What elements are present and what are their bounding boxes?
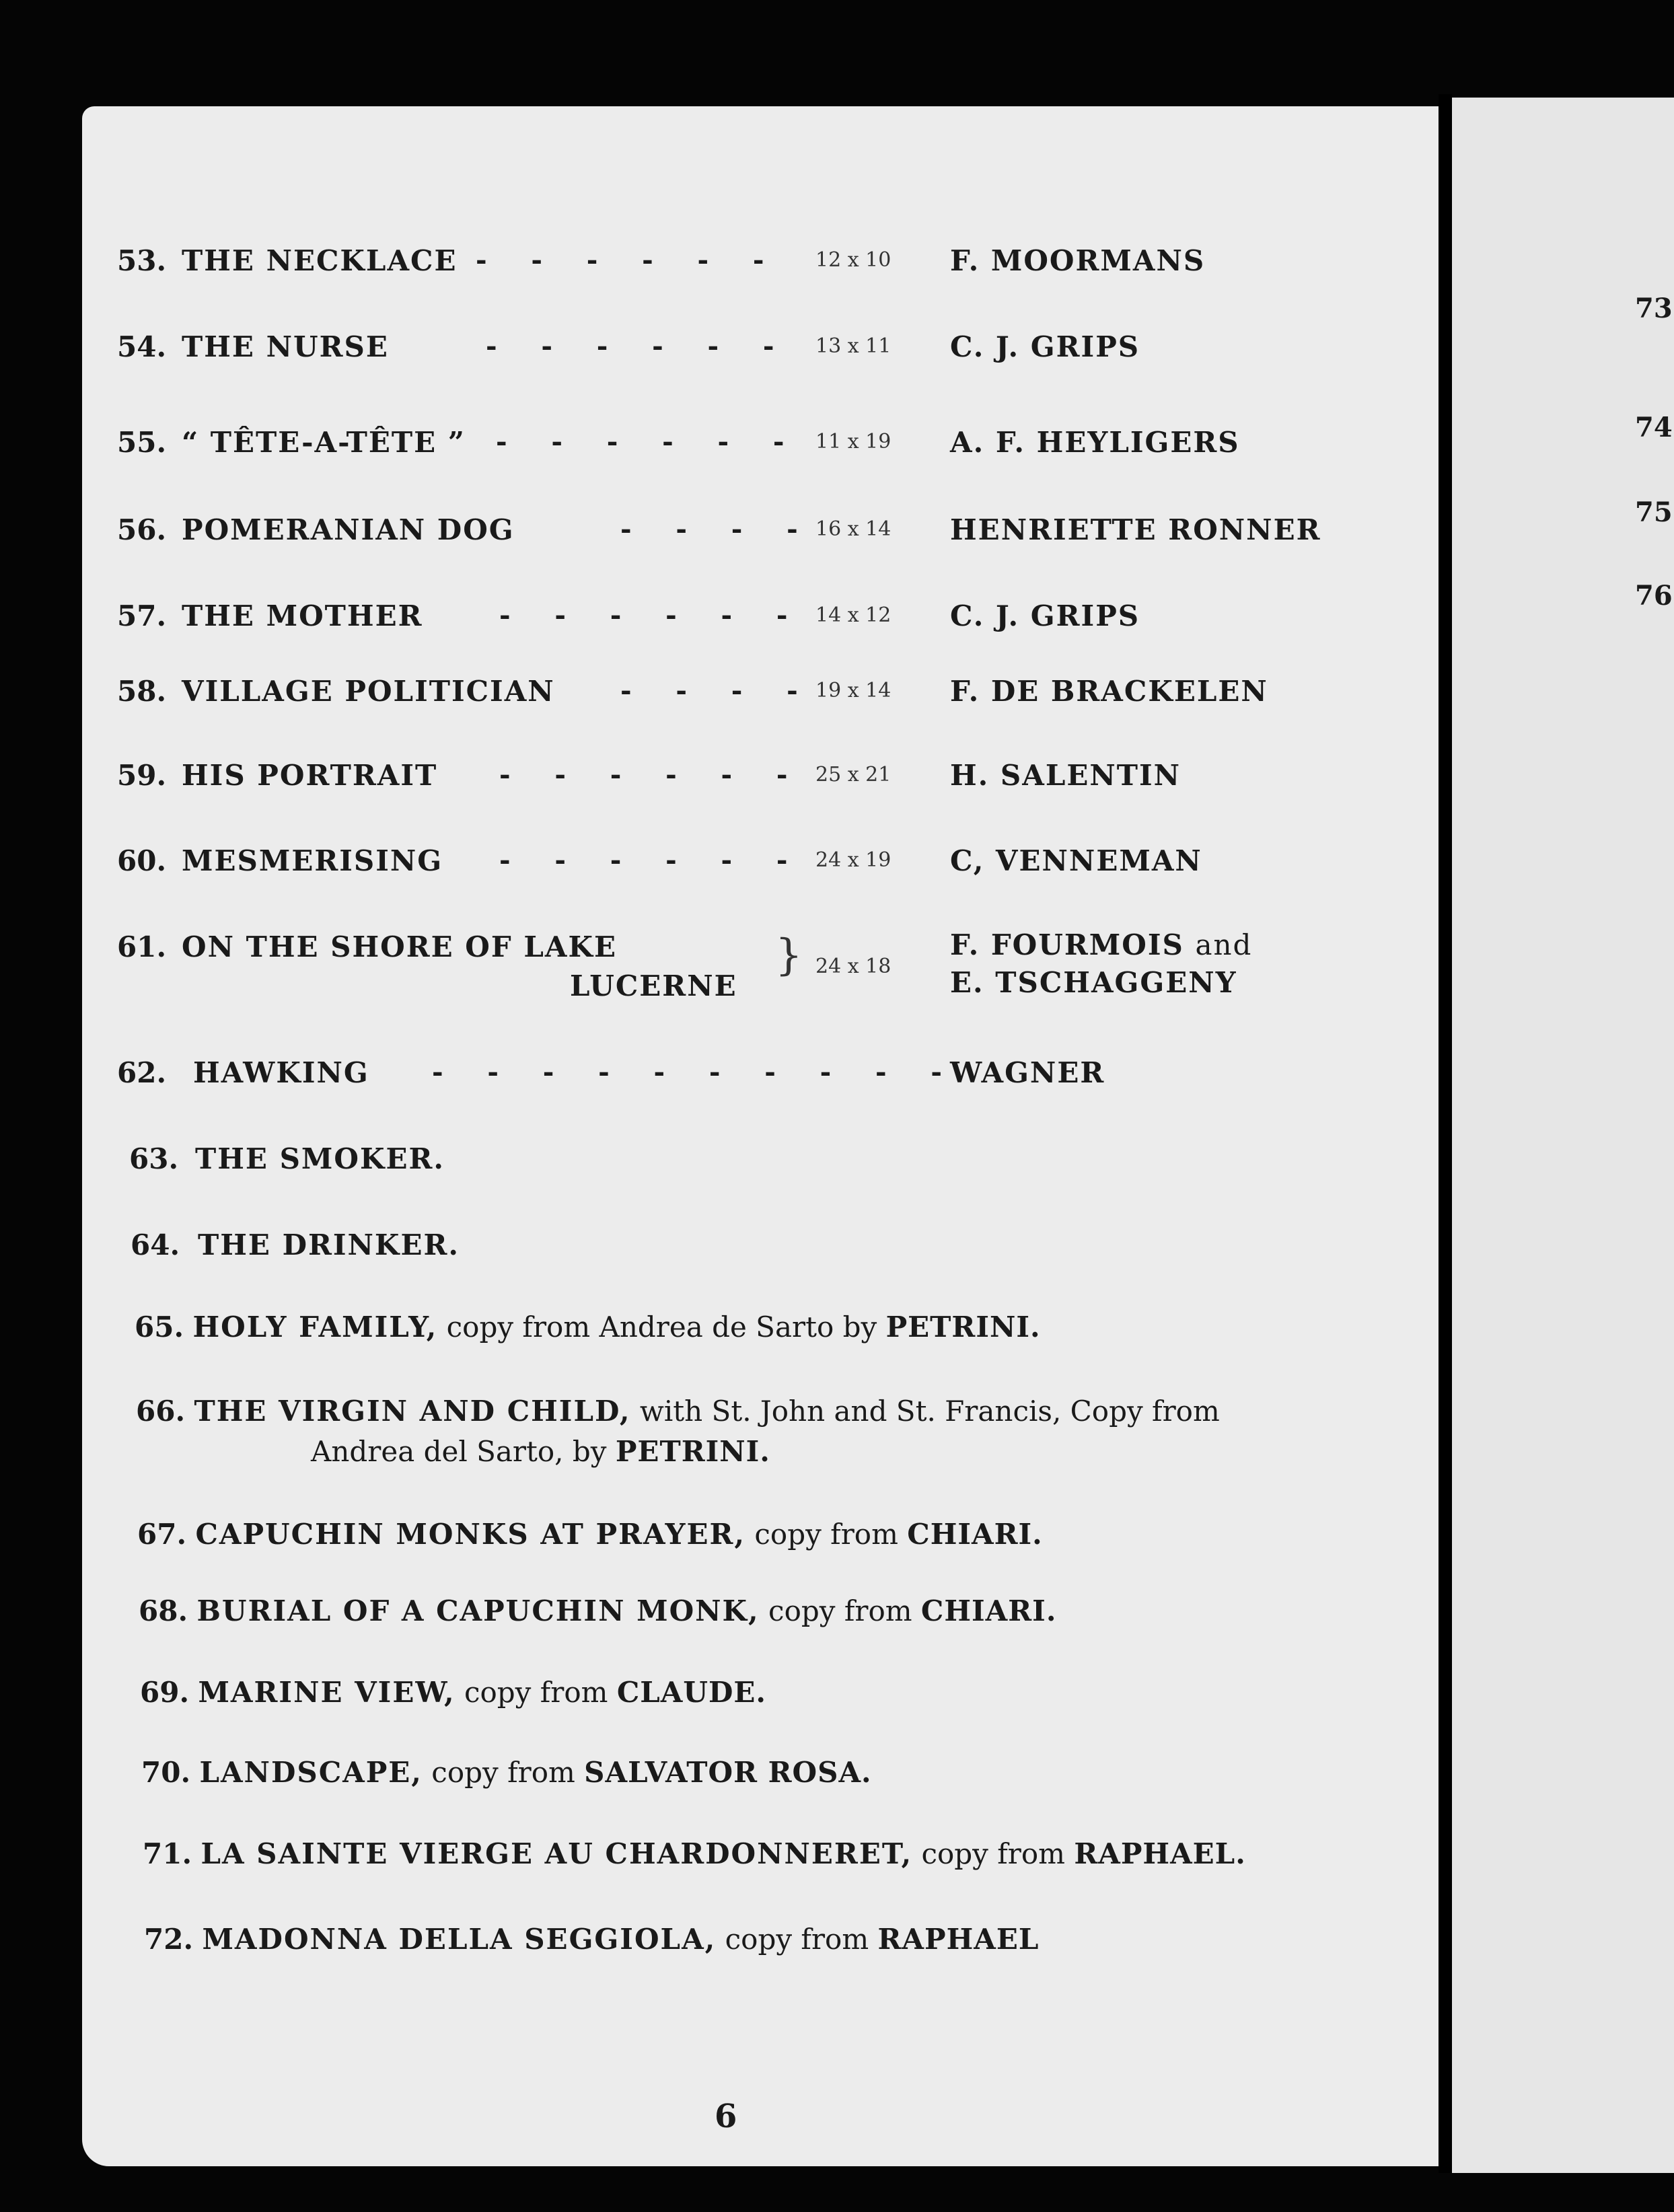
entry-number: 65. (135, 1311, 184, 1343)
entry-title: POMERANIAN DOG (182, 513, 515, 546)
entry-number: 64. (131, 1228, 180, 1261)
entry-size: 14 x 12 (815, 603, 891, 627)
facing-page-edge (1452, 98, 1674, 2173)
entry-title: MARINE VIEW, (198, 1676, 456, 1709)
entry-title: THE NECKLACE (182, 244, 458, 277)
entry-title: LANDSCAPE, (199, 1756, 423, 1789)
entry-number: 53. (117, 244, 167, 277)
entry-size: 11 x 19 (815, 430, 891, 453)
entry-copy-note: with St. John and St. Francis, Copy from (639, 1395, 1220, 1428)
entry-title: THE SMOKER. (195, 1142, 445, 1175)
entry-number: 63. (129, 1142, 179, 1175)
entry-artist: F. MOORMANS (950, 244, 1206, 277)
catalogue-entry-66-continuation (311, 1435, 770, 1468)
entry-artist: RAPHAEL. (1074, 1837, 1246, 1870)
facing-page-number: 76 (1635, 580, 1673, 612)
facing-page-number: 73 (1635, 293, 1673, 324)
leader-dashes: - - - - - - (499, 844, 792, 876)
catalogue-entry-70 (141, 1756, 872, 1789)
entry-copy-note: copy from (431, 1756, 575, 1789)
entry-artist: CLAUDE. (616, 1676, 767, 1709)
leader-dashes: - - - - - - - - - - (432, 1056, 947, 1088)
entry-title: “ TÊTE-A-TÊTE ” (182, 426, 466, 459)
entry-artist: C. J. GRIPS (950, 330, 1140, 363)
entry-size: 24 x 18 (815, 955, 891, 978)
book-spine (1439, 94, 1452, 2173)
entry-artist-line1: F. FOURMOIS and (950, 928, 1253, 961)
entry-title: HAWKING (193, 1056, 369, 1089)
entry-number: 60. (117, 844, 167, 877)
entry-artist: H. SALENTIN (950, 759, 1181, 792)
catalogue-entry-62 (82, 1056, 1327, 1103)
entry-title: THE DRINKER. (198, 1228, 460, 1261)
entry-artist: CHIARI. (907, 1518, 1043, 1551)
entry-artist: SALVATOR ROSA. (584, 1756, 872, 1789)
catalogue-entry-61 (82, 930, 1327, 1025)
catalogue-entry-57 (82, 599, 1327, 647)
entry-copy-note: copy from (725, 1923, 869, 1956)
entry-number: 56. (117, 513, 167, 546)
entry-number: 57. (117, 599, 167, 632)
entry-artist-line2: E. TSCHAGGENY (950, 966, 1237, 999)
entry-title-line2: LUCERNE (570, 969, 737, 1002)
facing-page-number: 74 (1635, 412, 1673, 443)
catalogue-entry-60 (82, 844, 1327, 891)
entry-copy-note: copy from (768, 1594, 912, 1627)
catalogue-entry-69 (140, 1676, 766, 1709)
entry-size: 13 x 11 (815, 334, 891, 358)
entry-title: LA SAINTE VIERGE AU CHARDONNERET, (201, 1837, 913, 1870)
entry-artist: A. F. HEYLIGERS (950, 426, 1240, 459)
leader-dashes: - - - - - - (499, 759, 792, 790)
entry-artist: PETRINI. (885, 1311, 1041, 1343)
entry-number: 54. (117, 330, 167, 363)
catalogue-entry-68 (139, 1594, 1056, 1627)
entry-title: MESMERISING (182, 844, 443, 877)
entry-artist: CHIARI. (920, 1594, 1057, 1627)
brace-glyph: } (775, 930, 803, 980)
catalogue-page (82, 106, 1447, 2166)
leader-dashes: - - - - - - (496, 426, 789, 457)
catalogue-entry-53 (82, 244, 1327, 291)
entry-artist: F. DE BRACKELEN (950, 675, 1268, 708)
entry-title: VILLAGE POLITICIAN (182, 675, 555, 708)
catalogue-entry-59 (82, 759, 1327, 806)
entry-number: 69. (140, 1676, 190, 1709)
entry-copy-note: Andrea del Sarto, by (311, 1435, 607, 1468)
entry-title: HIS PORTRAIT (182, 759, 438, 792)
entry-artist: WAGNER (950, 1056, 1105, 1089)
catalogue-entry-56 (82, 513, 1327, 560)
entry-title: BURIAL OF A CAPUCHIN MONK, (196, 1594, 760, 1627)
entry-title: THE VIRGIN AND CHILD, (194, 1395, 631, 1428)
catalogue-entry-58 (82, 675, 1327, 722)
entry-artist: C. J. GRIPS (950, 599, 1140, 632)
entry-number: 68. (139, 1594, 188, 1627)
catalogue-entry-67 (137, 1518, 1043, 1551)
entry-artist: PETRINI. (615, 1435, 770, 1468)
entry-size: 25 x 21 (815, 763, 891, 786)
entry-number: 61. (117, 930, 167, 963)
entry-number: 70. (141, 1756, 191, 1789)
catalogue-entry-66 (136, 1395, 1220, 1428)
entry-title: THE MOTHER (182, 599, 423, 632)
entry-title-line1: ON THE SHORE OF LAKE (182, 930, 617, 963)
leader-dashes: - - - - - - (499, 599, 792, 631)
entry-copy-note: copy from (754, 1518, 898, 1551)
entry-artist: RAPHAEL (877, 1923, 1040, 1956)
entry-title: THE NURSE (182, 330, 389, 363)
catalogue-entry-54 (82, 330, 1327, 377)
entry-title: CAPUCHIN MONKS AT PRAYER, (195, 1518, 746, 1551)
entry-size: 12 x 10 (815, 248, 891, 272)
catalogue-entry-72 (144, 1923, 1039, 1956)
entry-number: 71. (143, 1837, 192, 1870)
leader-dashes: - - - - - - (486, 330, 778, 362)
catalogue-entry-63 (82, 1142, 1327, 1189)
entry-artist: C, VENNEMAN (950, 844, 1202, 877)
entry-size: 16 x 14 (815, 517, 891, 541)
catalogue-entry-71 (143, 1837, 1246, 1870)
entry-copy-note: copy from (921, 1837, 1065, 1870)
leader-dashes: - - - - (620, 513, 802, 545)
entry-number: 62. (117, 1056, 167, 1089)
entry-size: 24 x 19 (815, 848, 891, 872)
entry-size: 19 x 14 (815, 679, 891, 702)
catalogue-entry-65 (135, 1311, 1041, 1343)
leader-dashes: - - - - - - (476, 244, 768, 276)
entry-number: 72. (144, 1923, 194, 1956)
entry-number: 58. (117, 675, 167, 708)
entry-title: HOLY FAMILY, (192, 1311, 438, 1343)
entry-number: 59. (117, 759, 167, 792)
leader-dashes: - - - - (620, 675, 802, 706)
entry-artist: HENRIETTE RONNER (950, 513, 1321, 546)
entry-copy-note: copy from (464, 1676, 608, 1709)
page-number: 6 (715, 2098, 737, 2135)
entry-number: 67. (137, 1518, 187, 1551)
entry-title: MADONNA DELLA SEGGIOLA, (202, 1923, 717, 1956)
catalogue-entry-55 (82, 426, 1327, 473)
entry-number: 55. (117, 426, 167, 459)
entry-number: 66. (136, 1395, 186, 1428)
entry-copy-note: copy from Andrea de Sarto by (446, 1311, 877, 1343)
facing-page-number: 75 (1635, 496, 1673, 528)
catalogue-entry-64 (82, 1228, 1327, 1276)
